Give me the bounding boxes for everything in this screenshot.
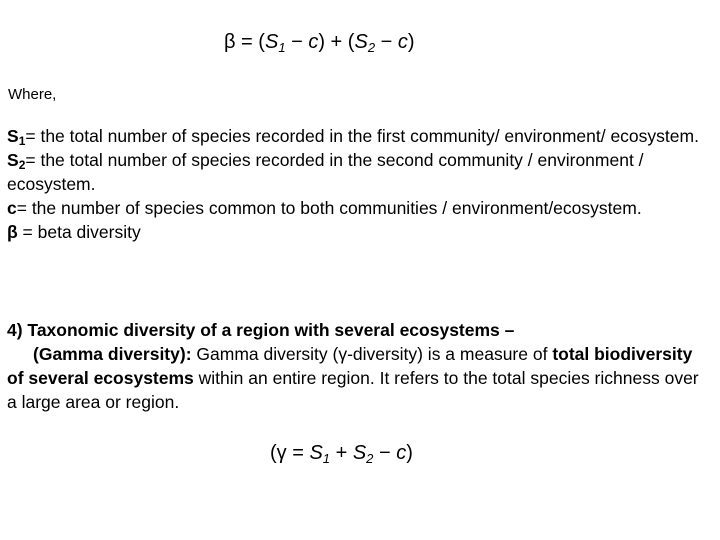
formula-variable: c: [308, 31, 319, 53]
formula-subscript: 1: [278, 40, 286, 55]
beta-diversity-formula: [224, 31, 415, 55]
definitions-list: [7, 124, 713, 244]
section-paragraph: [7, 342, 713, 414]
definition-c: [7, 196, 713, 220]
definition-text: = the total number of species recorded in the first community/ environment/ ecosystem.: [25, 126, 699, 146]
definition-text: = beta diversity: [17, 222, 141, 242]
formula-variable: c: [396, 442, 407, 464]
formula-text: −: [375, 31, 398, 53]
formula-text: (γ =: [270, 442, 310, 464]
where-label: Where,: [8, 86, 57, 103]
formula-text: β = (: [224, 31, 265, 53]
definition-term: c: [7, 198, 17, 218]
section-heading: [7, 318, 713, 342]
section-subheading: (Gamma diversity):: [33, 344, 192, 364]
gamma-diversity-section: [7, 318, 713, 414]
formula-subscript: 2: [367, 40, 376, 55]
paragraph-text: Gamma diversity (γ-diversity) is a measure of: [191, 344, 553, 364]
gamma-diversity-formula: [270, 442, 413, 466]
definition-term-subscript: 2: [18, 158, 26, 172]
section-heading-text: 4) Taxonomic diversity of a region with several ecosystems –: [7, 320, 515, 340]
definition-term-subscript: 1: [18, 134, 26, 148]
formula-text: −: [285, 31, 309, 53]
formula-text: ): [406, 442, 413, 464]
formula-variable: S: [354, 31, 368, 53]
formula-text: ): [407, 31, 415, 53]
formula-variable: S: [309, 442, 323, 464]
definition-text: = the total number of species recorded in the second community / environment / ecosystem.: [7, 150, 644, 194]
formula-subscript: 2: [366, 451, 374, 466]
definition-s2: [7, 148, 713, 196]
formula-subscript: 1: [322, 451, 331, 466]
definition-term: β: [7, 222, 18, 242]
definition-text: = the number of species common to both communities / environment/ecosystem.: [16, 198, 642, 218]
paragraph-emphasis: total biodiversity of several ecosystems: [7, 344, 693, 388]
formula-variable: S: [352, 442, 367, 464]
paragraph-text: within an entire region. It refers to the total species richness over a large area or region.: [7, 368, 699, 412]
formula-text: −: [373, 442, 397, 464]
formula-variable: c: [397, 31, 408, 53]
paragraph-indent: [7, 344, 33, 364]
formula-text: ) + (: [318, 31, 355, 53]
definition-term: S: [7, 126, 19, 146]
definition-beta: [7, 220, 713, 244]
formula-variable: S: [264, 31, 279, 53]
formula-text: +: [330, 442, 353, 464]
definition-s1: [7, 124, 713, 148]
definition-term: S: [7, 150, 19, 170]
